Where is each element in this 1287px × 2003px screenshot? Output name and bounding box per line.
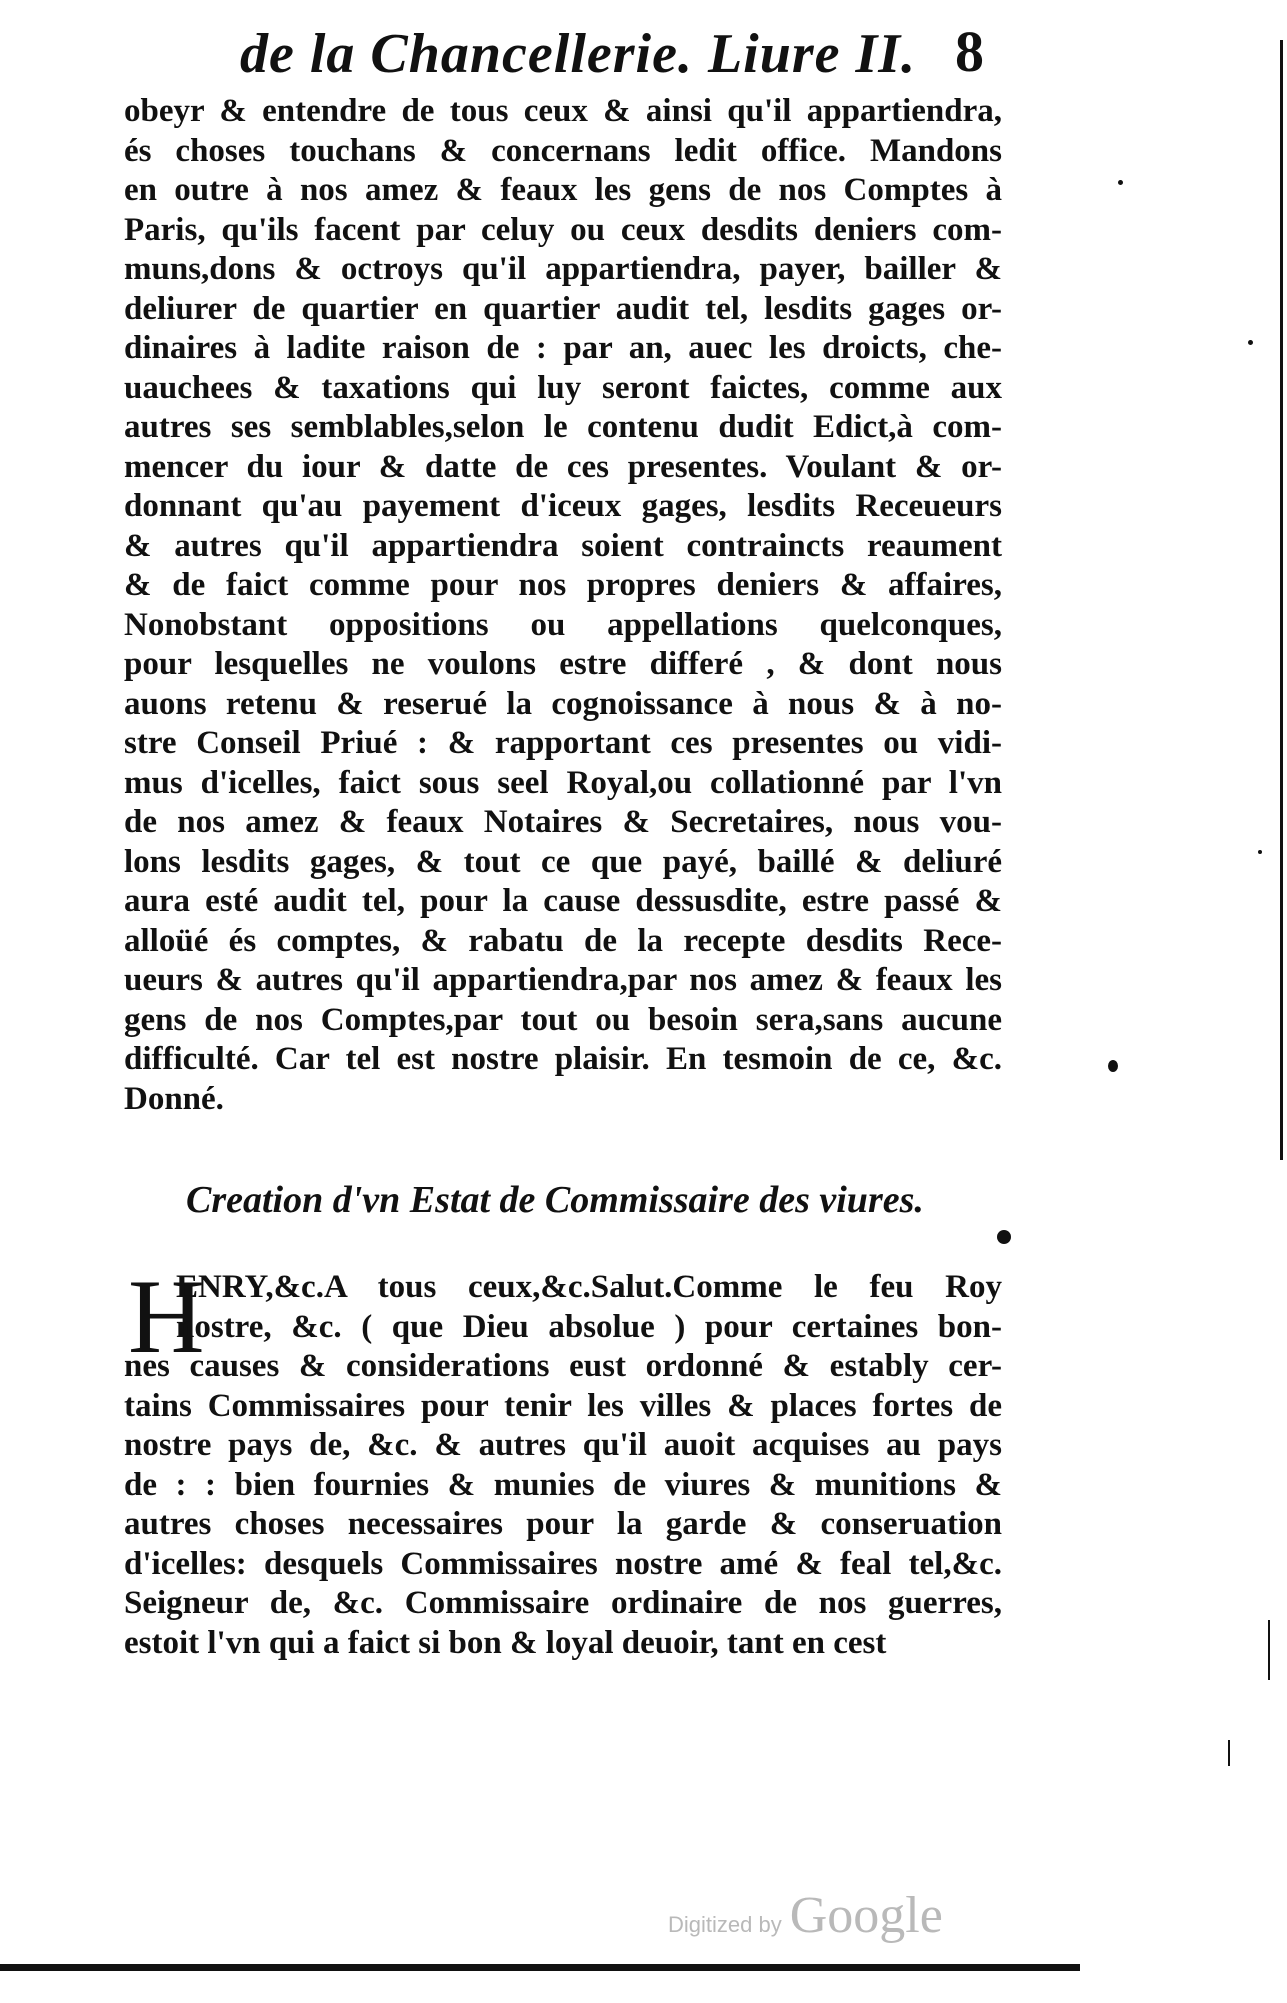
ink-speck [1108, 1060, 1118, 1072]
page-edge-mark [1280, 40, 1283, 1160]
text-line: dinaires à ladite raison de : par an, auec les droicts, che- [124, 330, 1002, 366]
text-line: tains Commissaires pour tenir les villes & places fortes de [124, 1387, 1002, 1424]
digitized-watermark [668, 1886, 943, 1945]
text-line: d'icelles: desquels Commissaires nostre amé & feal tel,&c. [124, 1545, 1002, 1582]
page-number: 8 [955, 19, 984, 84]
text-line: de : : bien fournies & munies de viures & munitions & [124, 1466, 1002, 1503]
text-line: lons lesdits gages, & tout ce que payé, baillé & deliuré [124, 843, 1002, 880]
text-line: uauchees & taxations qui luy seront faictes, comme aux [124, 369, 1002, 406]
ink-speck [1118, 180, 1123, 185]
text-line: obeyr & entendre de tous ceux & ainsi qu'il appartiendra, [124, 93, 1002, 129]
paragraph-creation-commissaire [124, 1258, 1002, 1663]
section-title: Creation d'vn Estat de Commissaire des viures. [186, 1179, 924, 1221]
text-line: de nos amez & feaux Notaires & Secretaires, nous vou- [124, 804, 1002, 840]
running-title: de la Chancellerie. Liure II. [240, 23, 917, 85]
ink-speck [997, 1230, 1011, 1244]
text-line: nes causes & considerations eust ordonné & estably cer- [124, 1348, 1002, 1384]
text-line: autres choses necessaires pour la garde & conseruation [124, 1506, 1002, 1542]
text-line: muns,dons & octroys qu'il appartiendra, payer, bailler & [124, 251, 1002, 287]
text-line: autres ses semblables,selon le contenu dudit Edict,à com- [124, 409, 1002, 445]
text-line: Paris, qu'ils facent par celuy ou ceux desdits deniers com- [124, 211, 1002, 248]
text-line: pour lesquelles ne voulons estre differé , & dont nous [124, 646, 1002, 682]
text-line: ENRY,&c.A tous ceux,&c.Salut.Comme le feu Roy [176, 1269, 1002, 1305]
text-line: deliurer de quartier en quartier audit tel, lesdits gages or- [124, 290, 1002, 327]
page-edge-mark [1228, 1740, 1230, 1766]
text-line: estoit l'vn qui a faict si bon & loyal deuoir, tant en cest [124, 1624, 887, 1661]
paragraph-letters-continued [124, 92, 1002, 1119]
text-line: nostre, &c. ( que Dieu absolue ) pour certaines bon- [176, 1308, 1002, 1345]
ink-speck [1258, 850, 1262, 854]
text-line: mus d'icelles, faict sous seel Royal,ou collationné par l'vn [124, 764, 1002, 801]
text-line: alloüé és comptes, & rabatu de la recepte desdits Rece- [124, 922, 1002, 959]
text-line: auons retenu & reserué la cognoissance à nous & à no- [124, 685, 1002, 722]
running-header [240, 22, 1120, 92]
scan-bottom-edge [0, 1964, 1080, 1971]
text-line: ueurs & autres qu'il appartiendra,par nos amez & feaux les [124, 962, 1002, 998]
text-line: Seigneur de, &c. Commissaire ordinaire de nos guerres, [124, 1585, 1002, 1621]
page-edge-mark [1268, 1620, 1270, 1680]
text-line: donnant qu'au payement d'iceux gages, lesdits Receueurs [124, 488, 1002, 524]
google-logo: Google [789, 1887, 943, 1944]
text-line: aura esté audit tel, pour la cause dessusdite, estre passé & [124, 883, 1002, 919]
text-line: és choses touchans & concernans ledit office. Mandons [124, 132, 1002, 169]
text-line: stre Conseil Priué : & rapportant ces presentes ou vidi- [124, 725, 1002, 761]
text-line: Nonobstant oppositions ou appellations quelconques, [124, 606, 1002, 643]
text-line: Donné. [124, 1080, 224, 1117]
text-line: nostre pays de, &c. & autres qu'il auoit acquises au pays [124, 1427, 1002, 1463]
text-line: mencer du iour & datte de ces presentes. Voulant & or- [124, 448, 1002, 485]
text-line: gens de nos Comptes,par tout ou besoin sera,sans aucune [124, 1001, 1002, 1038]
ink-speck [1248, 340, 1253, 345]
text-line: & de faict comme pour nos propres deniers & affaires, [124, 567, 1002, 603]
text-line: difficulté. Car tel est nostre plaisir. En tesmoin de ce, &c. [124, 1041, 1002, 1077]
drop-cap: H [128, 1258, 205, 1375]
watermark-prefix: Digitized by [668, 1912, 782, 1937]
text-line: en outre à nos amez & feaux les gens de nos Comptes à [124, 172, 1002, 208]
text-line: & autres qu'il appartiendra soient contraincts reaument [124, 527, 1002, 564]
